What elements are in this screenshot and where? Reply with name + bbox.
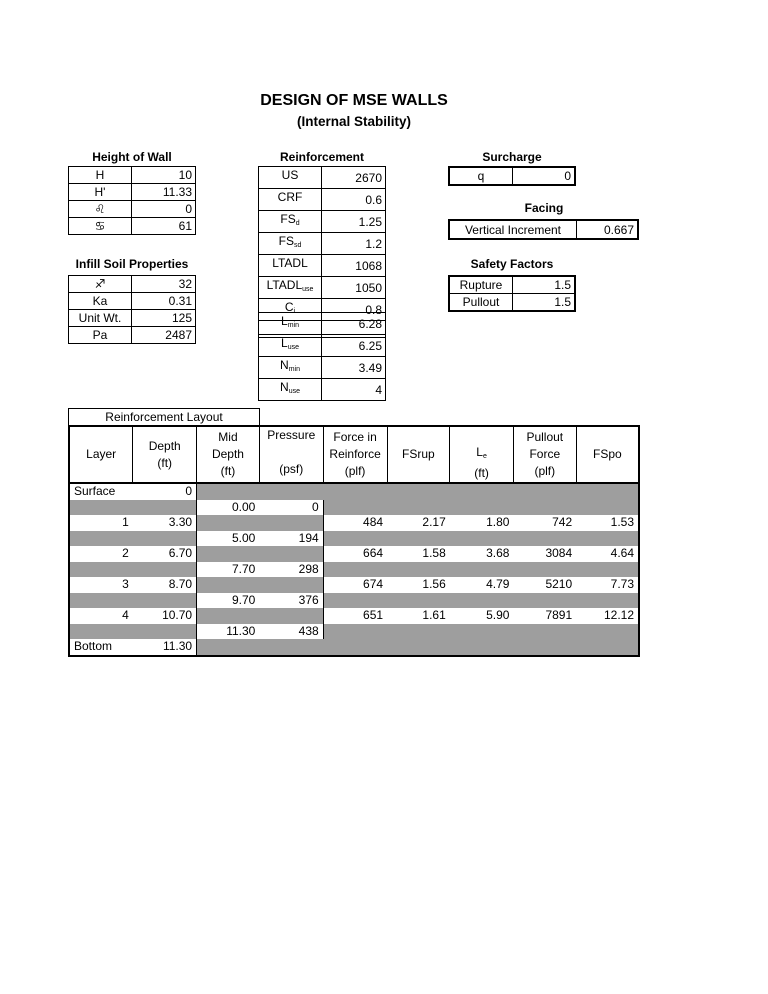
table-cell: [69, 500, 133, 516]
value-cell: 1.2: [322, 233, 386, 255]
value-cell: 0.6: [322, 189, 386, 211]
table-cell: 3.30: [133, 515, 197, 531]
table-cell: [387, 500, 450, 516]
table-cell: 4: [69, 608, 133, 624]
value-cell: 1.25: [322, 211, 386, 233]
table-cell: [450, 500, 514, 516]
value-cell: 32: [132, 276, 196, 293]
table-cell: 8.70: [133, 577, 197, 593]
safety-factors-table: [448, 275, 576, 312]
table-cell: [513, 562, 576, 578]
table-cell: 7.73: [576, 577, 639, 593]
table-row: [69, 608, 639, 624]
table-cell: [387, 562, 450, 578]
table-cell: 5.00: [197, 531, 260, 547]
table-row: [69, 201, 196, 218]
table-cell: [133, 500, 197, 516]
table-cell: 0.00: [197, 500, 260, 516]
table-cell: [513, 639, 576, 656]
table-cell: 194: [259, 531, 323, 547]
infill-soil-header: Infill Soil Properties: [75, 257, 189, 271]
table-cell: [576, 593, 639, 609]
table-cell: 11.30: [133, 639, 197, 656]
value-cell: 1.5: [513, 294, 576, 312]
header-row: [69, 426, 639, 483]
table-row: [69, 500, 639, 516]
table-cell: [259, 483, 323, 500]
table-cell: [323, 531, 387, 547]
col-pullout: Pullout Force (plf): [513, 426, 576, 483]
table-cell: [197, 546, 260, 562]
reinforcement-layout-table: [68, 425, 640, 657]
table-row: [69, 562, 639, 578]
table-cell: [513, 500, 576, 516]
key-cell: $FS_{sd}$: [259, 233, 322, 255]
surcharge-table: [448, 166, 576, 186]
value-cell: 4: [322, 379, 386, 401]
value-cell: 6.28: [322, 313, 386, 335]
infill-soil-table: [68, 275, 196, 344]
table-row: [259, 313, 386, 335]
key-cell: Pullout: [449, 294, 513, 312]
table-row: [69, 218, 196, 235]
table-cell: [69, 624, 133, 640]
key-cell: Pa: [69, 327, 132, 344]
table-cell: [69, 562, 133, 578]
col-le: $L_e$ (ft): [450, 426, 514, 483]
page-subtitle: (Internal Stability): [296, 114, 411, 129]
table-cell: [197, 577, 260, 593]
table-row: [449, 294, 575, 312]
table-cell: [387, 531, 450, 547]
key-cell: $LTADL_{use}$: [259, 277, 322, 299]
table-cell: 1.58: [387, 546, 450, 562]
table-cell: [323, 483, 387, 500]
key-cell: $N_{min}$: [259, 357, 322, 379]
col-mid-depth: Mid Depth (ft): [197, 426, 260, 483]
key-cell: US: [259, 167, 322, 189]
table-cell: [513, 624, 576, 640]
table-cell: [513, 593, 576, 609]
col-fspo: FSpo: [576, 426, 639, 483]
key-cell: Rupture: [449, 276, 513, 294]
table-cell: 7891: [513, 608, 576, 624]
surcharge-header: Surcharge: [482, 150, 542, 164]
value-cell: 0: [513, 167, 576, 185]
table-cell: [450, 639, 514, 656]
table-cell: 484: [323, 515, 387, 531]
table-cell: [197, 608, 260, 624]
key-cell: LTADL: [259, 255, 322, 277]
table-row: [259, 335, 386, 357]
table-row: [449, 167, 575, 185]
table-cell: [323, 562, 387, 578]
key-cell: q: [449, 167, 513, 185]
table-cell: [450, 531, 514, 547]
col-pressure: Pressure (psf): [259, 426, 323, 483]
table-cell: [576, 500, 639, 516]
table-cell: 664: [323, 546, 387, 562]
table-cell: 2: [69, 546, 133, 562]
table-cell: 1.61: [387, 608, 450, 624]
col-fsrup: FSrup: [387, 426, 450, 483]
table-cell: 3084: [513, 546, 576, 562]
col-layer: Layer: [69, 426, 133, 483]
col-depth: Depth (ft): [133, 426, 197, 483]
key-cell: $N_{use}$: [259, 379, 322, 401]
table-row: [69, 184, 196, 201]
table-cell: 674: [323, 577, 387, 593]
table-cell: 6.70: [133, 546, 197, 562]
table-row: [259, 379, 386, 401]
value-cell: 2487: [132, 327, 196, 344]
table-cell: [323, 639, 387, 656]
table-cell: 5.90: [450, 608, 514, 624]
key-cell: $C_i$: [259, 299, 322, 321]
safety-factors-header: Safety Factors: [470, 257, 554, 271]
table-cell: [576, 562, 639, 578]
table-cell: 3.68: [450, 546, 514, 562]
table-cell: 1: [69, 515, 133, 531]
table-cell: 11.30: [197, 624, 260, 640]
table-cell: 1.53: [576, 515, 639, 531]
height-of-wall-header: Height of Wall: [92, 150, 172, 164]
table-cell: 298: [259, 562, 323, 578]
table-cell: [259, 515, 323, 531]
table-row: [69, 593, 639, 609]
table-cell: [576, 483, 639, 500]
table-cell: [259, 546, 323, 562]
table-row: [259, 211, 386, 233]
value-cell: 0.8: [322, 299, 386, 321]
table-row: [259, 357, 386, 379]
table-cell: 3: [69, 577, 133, 593]
table-row: [449, 276, 575, 294]
table-cell: [323, 500, 387, 516]
value-cell: 0.667: [577, 220, 639, 239]
table-row: [69, 327, 196, 344]
facing-table: [448, 219, 639, 240]
table-cell: 10.70: [133, 608, 197, 624]
table-cell: [450, 593, 514, 609]
table-cell: 7.70: [197, 562, 260, 578]
table-cell: [259, 608, 323, 624]
value-cell: 2670: [322, 167, 386, 189]
table-row: [69, 310, 196, 327]
table-row: [69, 546, 639, 562]
table-cell: 5210: [513, 577, 576, 593]
table-cell: [450, 624, 514, 640]
key-cell: $L_{use}$: [259, 335, 322, 357]
key-cell: Ka: [69, 293, 132, 310]
key-cell: Vertical Increment: [449, 220, 577, 239]
facing-header: Facing: [524, 201, 564, 215]
value-cell: 125: [132, 310, 196, 327]
key-cell: ♌: [69, 201, 132, 218]
table-row: [69, 577, 639, 593]
key-cell: H': [69, 184, 132, 201]
table-cell: Surface: [69, 483, 133, 500]
table-cell: 2.17: [387, 515, 450, 531]
table-cell: [576, 639, 639, 656]
key-cell: CRF: [259, 189, 322, 211]
table-row: [69, 531, 639, 547]
table-cell: [387, 624, 450, 640]
value-cell: 10: [132, 167, 196, 184]
table-cell: [197, 639, 260, 656]
table-cell: [450, 483, 514, 500]
key-cell: $FS_d$: [259, 211, 322, 233]
key-cell: ♐: [69, 276, 132, 293]
table-row: [69, 515, 639, 531]
table-row: [259, 233, 386, 255]
table-cell: 1.56: [387, 577, 450, 593]
table-row: [69, 639, 639, 656]
table-cell: [323, 593, 387, 609]
table-cell: [387, 639, 450, 656]
table-cell: 0: [133, 483, 197, 500]
table-row: [69, 276, 196, 293]
key-cell: H: [69, 167, 132, 184]
table-cell: [197, 515, 260, 531]
table-row: [69, 624, 639, 640]
reinforcement-length-table: [258, 312, 386, 401]
key-cell: $L_{min}$: [259, 313, 322, 335]
value-cell: 1068: [322, 255, 386, 277]
table-cell: 1.80: [450, 515, 514, 531]
table-cell: [576, 531, 639, 547]
height-of-wall-table: [68, 166, 196, 235]
table-row: [449, 220, 638, 239]
table-cell: 376: [259, 593, 323, 609]
table-cell: 4.79: [450, 577, 514, 593]
value-cell: 3.49: [322, 357, 386, 379]
table-row: [259, 167, 386, 189]
table-cell: 651: [323, 608, 387, 624]
table-cell: [133, 562, 197, 578]
table-cell: 742: [513, 515, 576, 531]
table-cell: [69, 593, 133, 609]
table-cell: [450, 562, 514, 578]
table-row: [69, 293, 196, 310]
layout-caption: Reinforcement Layout: [68, 408, 260, 426]
value-cell: 1050: [322, 277, 386, 299]
value-cell: 1.5: [513, 276, 576, 294]
table-row: [259, 277, 386, 299]
value-cell: 61: [132, 218, 196, 235]
table-cell: [133, 531, 197, 547]
value-cell: 0: [132, 201, 196, 218]
table-row: [259, 255, 386, 277]
reinforcement-header: Reinforcement: [279, 150, 365, 164]
table-row: [69, 167, 196, 184]
table-cell: Bottom: [69, 639, 133, 656]
table-row: [69, 483, 639, 500]
value-cell: 0.31: [132, 293, 196, 310]
table-cell: [259, 639, 323, 656]
table-cell: [69, 531, 133, 547]
table-cell: [197, 483, 260, 500]
table-cell: [513, 483, 576, 500]
table-cell: [387, 593, 450, 609]
table-cell: 0: [259, 500, 323, 516]
value-cell: 6.25: [322, 335, 386, 357]
table-cell: [576, 624, 639, 640]
key-cell: ♋: [69, 218, 132, 235]
key-cell: Unit Wt.: [69, 310, 132, 327]
table-cell: 438: [259, 624, 323, 640]
table-cell: 12.12: [576, 608, 639, 624]
table-cell: 4.64: [576, 546, 639, 562]
col-force: Force in Reinforce (plf): [323, 426, 387, 483]
table-cell: [323, 624, 387, 640]
table-cell: [387, 483, 450, 500]
table-cell: [133, 624, 197, 640]
value-cell: 11.33: [132, 184, 196, 201]
table-cell: [513, 531, 576, 547]
table-cell: [133, 593, 197, 609]
page-title: DESIGN OF MSE WALLS: [260, 92, 448, 109]
table-cell: [259, 577, 323, 593]
table-cell: 9.70: [197, 593, 260, 609]
table-row: [259, 189, 386, 211]
